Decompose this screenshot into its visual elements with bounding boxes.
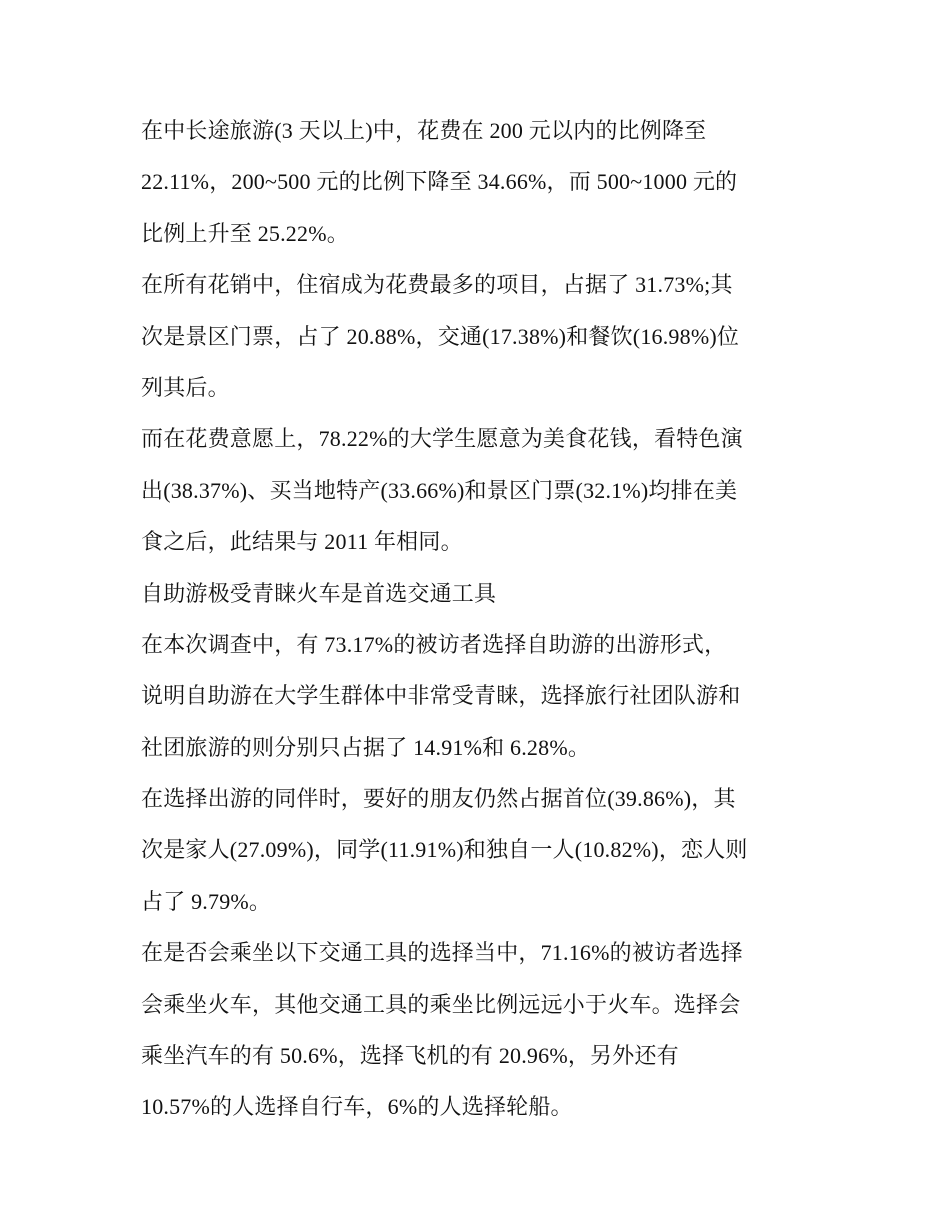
text-line: 比例上升至 25.22%。 <box>141 220 349 246</box>
text-line: 10.57%的人选择自行车，6%的人选择轮船。 <box>141 1094 573 1120</box>
text-line: 列其后。 <box>141 374 230 400</box>
paragraph-spending-categories <box>141 259 821 413</box>
text-line: 会乘坐火车，其他交通工具的乘坐比例远远小于火车。选择会 <box>141 991 741 1017</box>
text-line: 说明自助游在大学生群体中非常受青睐，选择旅行社团队游和 <box>141 683 741 709</box>
text-line: 社团旅游的则分别只占据了 14.91%和 6.28%。 <box>141 734 591 760</box>
paragraph-transport-choices <box>141 927 821 1133</box>
text-line: 在中长途旅游(3 天以上)中，花费在 200 元以内的比例降至 <box>141 118 707 143</box>
text-line: 乘坐汽车的有 50.6%，选择飞机的有 20.96%，另外还有 <box>141 1043 679 1069</box>
paragraph-self-guided-travel <box>141 619 821 773</box>
text-line: 在是否会乘坐以下交通工具的选择当中，71.16%的被访者选择 <box>141 940 743 966</box>
text-line: 在本次调查中，有 73.17%的被访者选择自助游的出游形式， <box>141 631 727 657</box>
text-line: 食之后，此结果与 2011 年相同。 <box>141 529 463 555</box>
text-line: 次是家人(27.09%)，同学(11.91%)和独自一人(10.82%)，恋人则 <box>141 837 748 863</box>
text-line: 在选择出游的同伴时，要好的朋友仍然占据首位(39.86%)，其 <box>141 786 736 812</box>
text-line: 在所有花销中，住宿成为花费最多的项目，占据了 31.73%;其 <box>141 272 733 298</box>
text-line: 而在花费意愿上，78.22%的大学生愿意为美食花钱，看特色演 <box>141 426 743 452</box>
paragraph-travel-companions <box>141 773 821 927</box>
heading-line: 自助游极受青睐火车是首选交通工具 <box>141 580 497 606</box>
text-line: 22.11%，200~500 元的比例下降至 34.66%，而 500~1000 元的 <box>141 169 738 195</box>
text-line: 占了 9.79%。 <box>141 888 272 914</box>
section-heading <box>141 568 821 619</box>
document-body <box>141 105 821 1133</box>
paragraph-spending-willingness <box>141 413 821 567</box>
paragraph-spending-long-trips <box>141 105 821 259</box>
text-line: 次是景区门票，占了 20.88%，交通(17.38%)和餐饮(16.98%)位 <box>141 323 740 349</box>
text-line: 出(38.37%)、买当地特产(33.66%)和景区门票(32.1%)均排在美 <box>141 477 738 503</box>
